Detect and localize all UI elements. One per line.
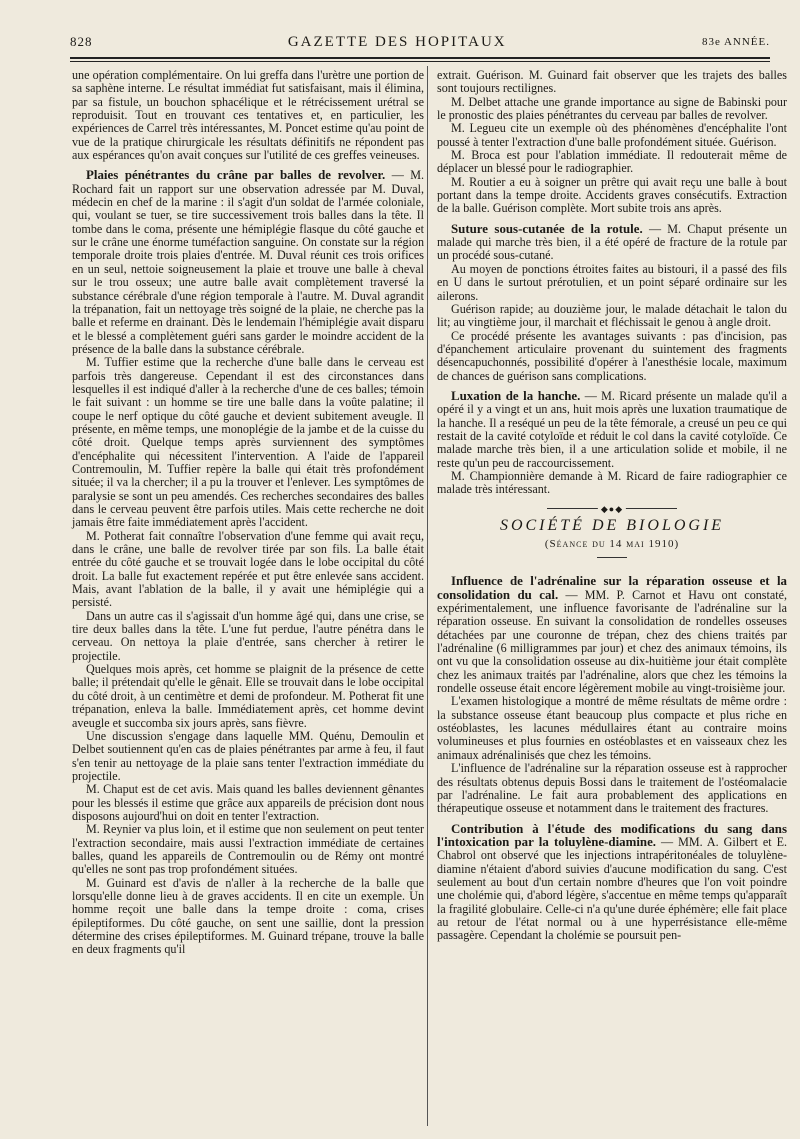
article-paragraph	[437, 762, 787, 815]
article-paragraph	[72, 783, 424, 823]
page-number: 828	[70, 34, 93, 49]
page-header	[70, 30, 770, 54]
article-heading: Contribution à l'étude des modifications du sang dans l'intoxication par la toluylène-diamine.	[437, 821, 787, 849]
section-title: SOCIÉTÉ DE BIOLOGIE	[499, 516, 725, 534]
paragraph-text: M. Chaput est de cet avis. Mais quand les balles deviennent gênantes pour les blessés il estime que grâce aux appareils de précision dont nous disposons aujourd'hui on doit en tenter l'extraction.	[72, 782, 424, 823]
paragraph-text: M. Championnière demande à M. Ricard de faire radiographier ce malade très intéressant.	[437, 468, 787, 497]
paragraph-text: Quelques mois après, cet homme se plaignit de la présence de cette balle; il prétendait qu'elle le gênait. Elle se trouvait dans le lobe occipital du côté droit, à un centimètre et demi de profondeur. M. Potherat fit une trépanation, enleva la balle. Immédiatement après, cet homme devint aveugle et succomba six jours après, sans fièvre.	[72, 662, 424, 730]
article-paragraph	[437, 122, 787, 149]
paragraph-text: Ce procédé présente les avantages suivants : pas d'incision, pas d'épanchement articulaire provenant du suintement des fragments désencapuchonnés, possibilité d'opérer à l'anesthésie locale, maximum de chances de guérison sans complications.	[437, 328, 787, 383]
paragraph-text: M. Legueu cite un exemple où des phénomènes d'encéphalite l'ont poussé à tenter l'extraction d'une balle profondément située. Guérison.	[437, 121, 787, 149]
article-paragraph	[437, 96, 787, 123]
article-heading: Luxation de la hanche.	[451, 388, 581, 403]
paragraph-text: une opération complémentaire. On lui greffa dans l'urètre une portion de sa saphène interne. Le résultat immédiat fut satisfaisant, mais il élimina, par sa fistule, un bouchon sphacélique et le rétrécissement urétral se reproduisit. Tout en trouvant ces tentatives et, en particulier, les expériences de Carrel très intéressantes, M. Poncet estime qu'au point de vue de la pratique chirurgicale les résultats définitifs ne répondent pas aux espérances qu'on avait conçues sur l'utilité de ces greffes veineuses.	[72, 68, 424, 163]
article-paragraph	[72, 730, 424, 783]
issue-label: 83e ANNÉE.	[701, 36, 770, 48]
paragraph-text: — M. Ricard présente un malade qu'il a opéré il y a vingt et un ans, huit mois après une luxation traumatique de la hanche. Il a reséqué un peu de la tête fémorale, a creusé un peu ce qui restait de la cavité cotyloïde et réduit le col dans la cavité cotyloïde. Ce malade marche très bien, il a une articulation solide et mobile, il ne reste qu'un peu de raccourcissement.	[437, 388, 787, 470]
right-column	[437, 69, 787, 943]
paragraph-text: Guérison rapide; au douzième jour, le malade détachait le talon du lit; au vingtième jour, il marchait et fléchissait le genou à angle droit.	[437, 301, 787, 330]
paragraph-text: extrait. Guérison. M. Guinard fait observer que les trajets des balles sont toujours rectilignes.	[437, 68, 787, 96]
paragraph-text: L'influence de l'adrénaline sur la réparation osseuse est à rapprocher des résultats obtenus depuis Bossi dans le traitement de l'ostéomalacie par l'adrénaline. Le fait aura probablement des applications en thérapeutique osseuse et notamment dans le traitement des fractures.	[437, 761, 787, 816]
article-heading: Plaies pénétrantes du crâne par balles de revolver.	[86, 168, 386, 183]
article-paragraph	[437, 263, 787, 303]
paragraph-text: M. Guinard est d'avis de n'aller à la recherche de la balle que lorsqu'elle donne lieu à de graves accidents. Il en cite un exemple. Un homme reçoit une balle dans la tempe droite : coma, crises épileptiformes. Du côté gauche, on sent une saillie, dont la pression détermine des crises épileptiformes. M. Guinard trépane, trouve la balle en deux fragments qu'il	[72, 875, 424, 957]
article-paragraph-with-heading	[437, 823, 787, 943]
section-rule	[597, 557, 627, 558]
article-paragraph	[437, 149, 787, 176]
article-paragraph	[437, 695, 787, 762]
article-paragraph	[72, 610, 424, 663]
article-paragraph	[437, 303, 787, 330]
column-divider	[427, 66, 428, 1126]
article-paragraph-with-heading	[437, 223, 787, 263]
paragraph-text: — M. Chaput présente un malade qui marche très bien, il a été opéré de fracture de la rotule par un procédé sous-cutané.	[437, 221, 788, 263]
article-paragraph-with-heading	[72, 169, 424, 356]
article-paragraph	[72, 663, 424, 730]
paragraph-text: Au moyen de ponctions étroites faites au bistouri, il a passé des fils en U dans le surtout prérotulien, et un point séparé ordinaire sur les ailerons.	[437, 261, 787, 303]
header-rule	[70, 57, 770, 62]
paragraph-text: L'examen histologique a montré de même résultats de même ordre : la substance osseuse étant beaucoup plus compacte et plus riche en ostéoblastes, les lacunes médullaires étant au contraire moins volumineuses et plus fournies en ostéoblastes et en vaisseaux chez les animaux adrénalinisés que chez les témoins.	[437, 694, 787, 762]
paragraph-text: M. Reynier va plus loin, et il estime que non seulement on peut tenter l'extraction secondaire, mais aussi l'extraction immédiate de certaines balles, quand les appareils de Contremoulin ou de Rémy ont montré qu'elles ne sont pas trop profondément situées.	[72, 822, 424, 877]
paragraph-text: — M. Rochard fait un rapport sur une observation adressée par M. Duval, médecin en chef de la marine : il s'agit d'un soldat de l'armée coloniale, qui, voulant se tuer, se tire successivement trois balles dans la tête. Il tombe dans le coma, présente une hémiplégie flasque du côté gauche et sur le crâne une énorme tuméfaction sanguine. On constate sur la région temporale droite trois plaies d'entrée. M. Duval réunit ces trois orifices en un seul, nettoie soigneusement la plaie et trouve une balle à cheval sur le trou osseux; une autre balle avait complètement traversé la substance cérébrale d'une région temporale à l'autre. M. Duval agrandit la trépanation, fait un nettoyage très soigné de la plaie, ne cherche pas la balle et referme en drainant. Dès le lendemain l'hémiplégie avait disparu et le blessé a complètement guéri sans garder le moindre accident de la présence de la balle dans la substance cérébrale.	[72, 168, 424, 356]
paragraph-text: M. Tuffier estime que la recherche d'une balle dans le cerveau est parfois très dangereuse. Cependant il est des circonstances dans lesquelles il est indiqué d'aller à la recherche d'une de ces balles; témoin le fait suivant : un homme se tire une balle dans la voûte palatine; il coupe le nerf optique du côté gauche et devient subitement aveugle. Il présente, en même temps, une monoplégie de la jambe et de la cuisse du côté droit. Quelque temps après surviennent des symptômes d'encéphalite qui nécessitent l'intervention. A l'aide de l'appareil Contremoulin, M. Tuffier repère la balle qui était très profondément située; il va la chercher; il a pu la trouver et l'enlever. Les symptômes de paralysie se sont un peu amendés. Ces recherches secondaires des balles dans le cerveau peuvent être parfois utiles. Mais cette recherche ne doit jamais être faite immédiatement après l'accident.	[72, 355, 424, 530]
paragraph-text: Une discussion s'engage dans laquelle MM. Quénu, Demoulin et Delbet soutiennent qu'en cas de plaies pénétrantes par arme à feu, il faut s'en tenir au nettoyage de la plaie sans tenter l'extraction immédiate du projectile.	[72, 728, 424, 783]
section-ornament: ◆●◆	[437, 505, 787, 513]
article-paragraph	[437, 470, 787, 497]
paragraph-text: M. Broca est pour l'ablation immédiate. Il redouterait même de déplacer un blessé pour le radiographier.	[437, 148, 787, 176]
article-paragraph	[72, 877, 424, 957]
article-paragraph	[72, 530, 424, 610]
article-paragraph	[72, 69, 424, 162]
article-heading: Influence de l'adrénaline sur la réparation osseuse et la consolidation du cal.	[437, 574, 787, 602]
article-paragraph	[437, 176, 787, 216]
paragraph-text: M. Potherat fait connaître l'observation d'une femme qui avait reçu, dans le crâne, une balle de revolver tirée par son fils. La balle était entrée du côté gauche et se trouvait logée dans le lobe occipital du côté droit. La balle fut exactement repérée et put être enlevée sans accident. Mais, avant l'ablation de la balle, il y avait une hémiplégie qui a persisté.	[72, 528, 424, 610]
paragraph-text: Dans un autre cas il s'agissait d'un homme âgé qui, dans une crise, se tire deux balles dans la tête. L'une fut perdue, l'autre pénétra dans le cerveau. On nettoya la plaie d'entrée, sans chercher à retirer le projectile.	[72, 608, 424, 663]
article-heading: Suture sous-cutanée de la rotule.	[451, 221, 643, 236]
journal-title: GAZETTE DES HOPITAUX	[287, 33, 507, 50]
paragraph-text: M. Delbet attache une grande importance au signe de Babinski pour le pronostic des plaies pénétrantes du cerveau par balles de revolver.	[437, 94, 787, 123]
article-paragraph	[437, 330, 787, 383]
article-paragraph	[437, 69, 787, 96]
paragraph-text: — MM. A. Gilbert et E. Chabrol ont observé que les injections intrapéritonéales de toluylène-diamine n'étaient d'abord suivies d'aucune modification du sang. C'est seulement au bout d'un certain nombre d'heures que l'on voit poindre une cholémie qui, d'abord légère, s'accentue en même temps qu'apparaît la fragilité globulaire. Celle-ci n'a qu'une durée éphémère; elle fait place au retour de l'état normal ou à une hyperrésistance elle-même passagère. Cependant la cholémie se poursuit pen-	[437, 834, 788, 943]
section-subtitle: (Séance du 14 mai 1910)	[544, 538, 680, 550]
article-paragraph	[72, 823, 424, 876]
article-paragraph	[72, 356, 424, 529]
article-paragraph-with-heading	[437, 390, 787, 470]
article-paragraph-with-heading	[437, 575, 787, 695]
paragraph-text: — MM. P. Carnot et Havu ont constaté, expérimentalement, une influence favorisante de l'adrénaline sur la réparation osseuse. En suivant la consolidation de rondelles osseuses détachées par une couronne de trépan, chez des chiens traités par l'adrénaline (6 milligrammes par jour) et chez des animaux témoins, ils ont vu que la consolidation osseuse au dix-huitième jour était complète chez les animaux traités par l'adrénaline, alors que chez les témoins la rondelle osseuse était encore légèrement mobile au vingt-troisième jour.	[437, 587, 787, 696]
left-column	[72, 69, 424, 957]
paragraph-text: M. Routier a eu à soigner un prêtre qui avait reçu une balle à bout portant dans la tempe droite. Accidents graves consécutifs. Extraction de la balle. Guérison complète. Mort subite trois ans après.	[437, 174, 787, 216]
